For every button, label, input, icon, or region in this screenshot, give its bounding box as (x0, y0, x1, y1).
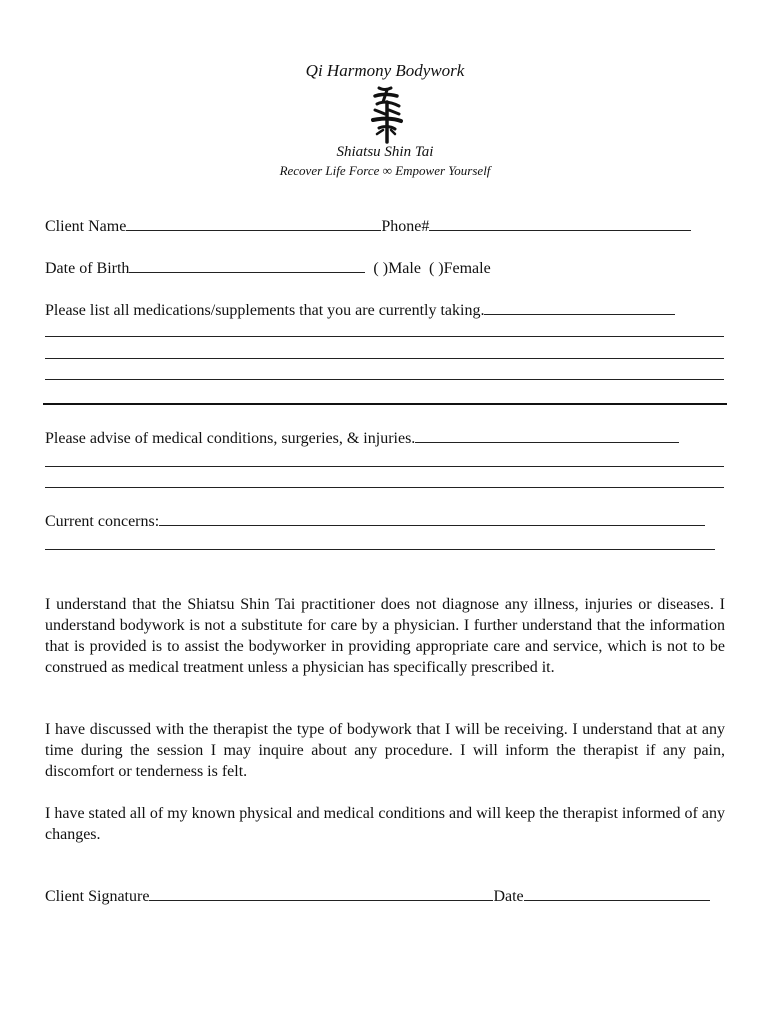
modality-name: Shiatsu Shin Tai (336, 144, 434, 160)
female-checkbox[interactable]: ( )Female (428, 260, 491, 277)
conditions-field[interactable] (415, 428, 679, 443)
medications-line[interactable] (45, 358, 724, 359)
concerns-line[interactable] (45, 549, 715, 550)
consent-paragraph: I have discussed with the therapist the type of bodywork that I will be receiving. I understand that at any time during the session I may inquire about any procedure. I will inform the therapist if any pain, discomfort or tenderness is felt. (45, 721, 725, 780)
phone-label: Phone# (381, 218, 430, 235)
concerns-field[interactable] (159, 511, 705, 526)
signature-row (45, 886, 710, 907)
business-name: Qi Harmony Bodywork (305, 61, 465, 80)
section-divider (43, 403, 727, 405)
dob-row (45, 258, 491, 279)
dob-label: Date of Birth (45, 260, 130, 277)
conditions-label: Please advise of medical conditions, surgeries, & injuries. (45, 430, 416, 447)
client-name-row (45, 216, 691, 237)
conditions-line[interactable] (45, 487, 724, 488)
disclaimer-paragraph: I understand that the Shiatsu Shin Tai practitioner does not diagnose any illness, injuries or diseases. I understand bodywork is not a substitute for care by a physician. I further understand that the information that is provided is to assist the bodyworker in providing appropriate care and service, which is not to be construed as medical treatment unless a physician has specifically prescribed it. (45, 596, 725, 676)
medications-line[interactable] (45, 336, 724, 337)
medications-field[interactable] (484, 300, 675, 315)
calligraphy-logo-icon (365, 84, 409, 144)
signature-field[interactable] (149, 886, 493, 901)
medications-row (45, 300, 675, 321)
conditions-line[interactable] (45, 466, 724, 467)
client-name-field[interactable] (126, 216, 381, 231)
date-field[interactable] (524, 886, 710, 901)
phone-field[interactable] (429, 216, 691, 231)
concerns-row (45, 511, 705, 532)
concerns-label: Current concerns: (45, 513, 160, 530)
conditions-row (45, 428, 679, 449)
dob-field[interactable] (129, 258, 365, 273)
medications-label: Please list all medications/supplements that you are currently taking. (45, 302, 485, 319)
date-label: Date (493, 888, 524, 905)
male-checkbox[interactable]: ( )Male (373, 260, 421, 277)
medications-line[interactable] (45, 379, 724, 380)
disclosure-paragraph: I have stated all of my known physical and medical conditions and will keep the therapist informed of any changes. (45, 805, 725, 843)
signature-label: Client Signature (45, 888, 150, 905)
tagline: Recover Life Force ∞ Empower Yourself (279, 163, 491, 178)
client-name-label: Client Name (45, 218, 127, 235)
